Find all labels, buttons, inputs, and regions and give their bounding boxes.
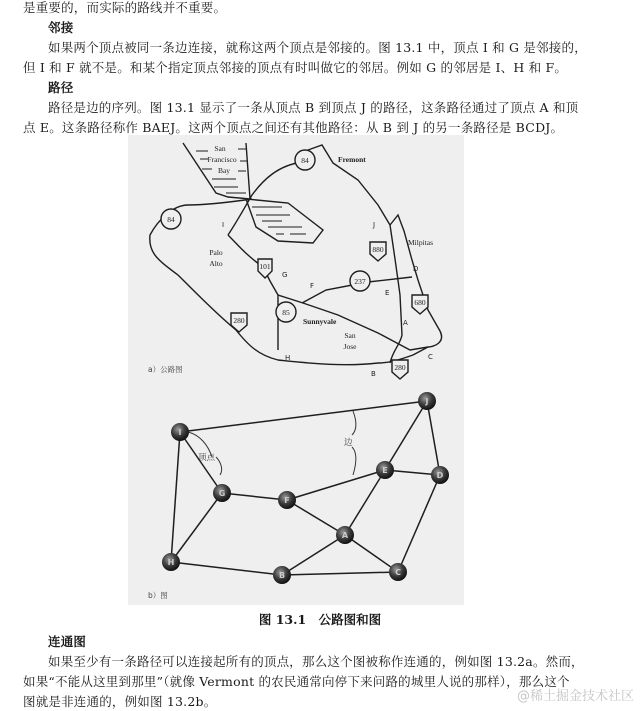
highway-label: 237 xyxy=(354,277,366,286)
svg-text:J: J xyxy=(373,221,376,229)
body-line: 是重要的，而实际的路线并不重要。 xyxy=(23,0,227,15)
graph-edge-H-B xyxy=(171,562,282,575)
svg-text:Sunnyvale: Sunnyvale xyxy=(303,317,337,326)
graph-edges xyxy=(171,401,440,575)
graph-node-label: J xyxy=(425,397,429,406)
figure-13-1 xyxy=(128,135,464,605)
graph-edge-G-F xyxy=(222,493,287,500)
graph-node-label: I xyxy=(178,428,182,437)
svg-text:H: H xyxy=(285,354,291,362)
vertex-annotation-label: 顶点 xyxy=(198,453,216,463)
graph-sublabel: b）图 xyxy=(148,591,168,600)
body-line: 但 I 和 F 就不是。和某个指定顶点邻接的顶点有时叫做它的邻居。例如 G 的邻居是 I、H 和 F。 xyxy=(23,60,568,75)
body-line: 如果两个顶点被同一条边连接，就称这两个顶点是邻接的。图 13.1 中，顶点 I 和 G 是邻接的， xyxy=(48,40,587,55)
svg-text:Milpitas: Milpitas xyxy=(408,238,434,247)
figure-drawing xyxy=(128,135,464,605)
highway-label: 280 xyxy=(233,316,245,325)
road-map xyxy=(150,143,442,365)
graph-node-label: G xyxy=(218,489,226,498)
graph-edge-G-H xyxy=(171,493,222,562)
graph-edge-I-H xyxy=(171,432,180,562)
graph-node-label: C xyxy=(395,568,401,577)
graph-node-label: F xyxy=(284,496,290,505)
graph-edge-A-C xyxy=(345,535,398,572)
svg-text:San: San xyxy=(214,144,226,153)
graph-edge-E-J xyxy=(385,401,427,470)
svg-text:San: San xyxy=(344,331,356,340)
graph-edge-I-J xyxy=(180,401,427,432)
graph-edge-B-A xyxy=(282,535,345,575)
body-line: 路径是边的序列。图 13.1 显示了一条从顶点 B 到顶点 J 的路径，这条路径通过了顶点 A 和顶 xyxy=(48,100,579,115)
svg-text:Alto: Alto xyxy=(209,259,223,268)
highway-shields xyxy=(161,150,428,379)
edge-annotation-label: 边 xyxy=(344,438,353,448)
section-heading-connected-graph: 连通图 xyxy=(48,634,87,649)
graph-edge-B-C xyxy=(282,572,398,575)
graph-node-label: B xyxy=(278,571,286,580)
svg-text:Francisco: Francisco xyxy=(207,155,237,164)
junction-labels xyxy=(222,221,433,378)
highway-label: 280 xyxy=(394,363,406,372)
highway-label: 85 xyxy=(282,308,290,317)
body-line: 如果至少有一条路径可以连接起所有的顶点，那么这个图被称作连通的，例如图 13.2a。然而， xyxy=(48,654,584,669)
graph-edge-F-E xyxy=(287,470,385,500)
graph-node-label: E xyxy=(382,466,388,475)
svg-text:G: G xyxy=(282,271,288,279)
graph-edge-F-A xyxy=(287,500,345,535)
svg-text:Bay: Bay xyxy=(217,166,231,175)
section-heading-adjacency: 邻接 xyxy=(48,20,74,35)
highway-numbers xyxy=(167,156,426,372)
highway-label: 101 xyxy=(259,262,271,271)
highway-label: 84 xyxy=(301,156,309,165)
svg-text:A: A xyxy=(403,319,408,327)
watermark: @稀土掘金技术社区 xyxy=(516,689,634,704)
highway-label: 680 xyxy=(414,298,426,307)
svg-text:D: D xyxy=(413,265,419,273)
svg-text:I: I xyxy=(222,221,225,229)
svg-text:C: C xyxy=(428,353,433,361)
graph-edge-J-D xyxy=(427,401,440,475)
body-line: 点 E。这条路径称作 BAEJ。这两个顶点之间还有其他路径：从 B 到 J 的另一条路径是 BCDJ。 xyxy=(23,120,564,135)
body-line: 如果“不能从这里到那里”（就像 Vermont 的农民通常向停下来问路的城里人说的那样），那么这个 xyxy=(23,674,570,689)
section-heading-path: 路径 xyxy=(48,80,74,95)
road-map-sublabel: a）公路图 xyxy=(148,365,183,374)
highway-label: 880 xyxy=(372,245,384,254)
svg-text:E: E xyxy=(385,289,390,297)
svg-text:Fremont: Fremont xyxy=(338,155,366,164)
svg-text:Jose: Jose xyxy=(343,342,357,351)
graph-node-label: A xyxy=(341,531,349,540)
graph-edge-D-C xyxy=(398,475,440,572)
vertex-annotation-arrow xyxy=(216,457,222,475)
body-line: 图就是非连通的，例如图 13.2b。 xyxy=(23,694,217,709)
edge-annotation-arrow xyxy=(352,411,356,435)
figure-caption: 图 13.1 公路图和图 xyxy=(258,612,382,627)
highway-label: 84 xyxy=(167,215,175,224)
graph-node-label: H xyxy=(167,558,175,567)
edge-annotation-arrow xyxy=(352,447,356,475)
svg-text:Palo: Palo xyxy=(209,248,223,257)
svg-text:B: B xyxy=(371,370,376,378)
graph-node-label: D xyxy=(436,471,444,480)
svg-text:F: F xyxy=(310,282,315,290)
